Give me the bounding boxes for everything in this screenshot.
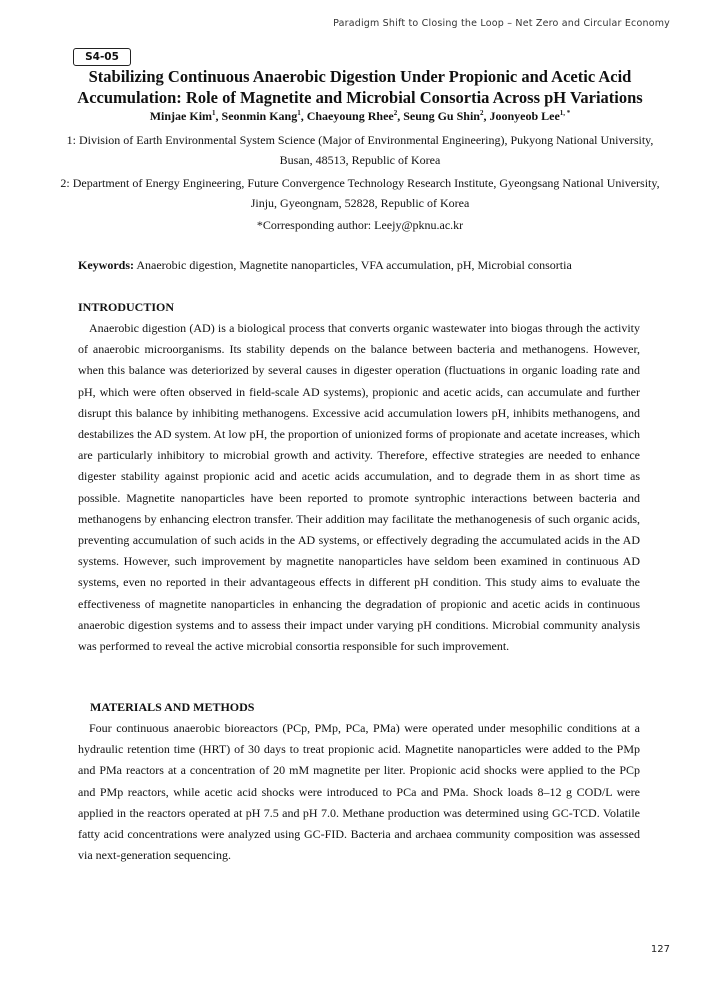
keywords-line [78,258,648,273]
session-code-badge: S4-05 [73,48,131,66]
author-name: Seonmin Kang [221,109,298,123]
page-number: 127 [650,944,670,955]
affiliation-2: 2: Department of Energy Engineering, Future Convergence Technology Research Institute, Gyeongsang National University, Jinju, Gyeongnam, 52828, Republic of Korea [60,176,660,210]
corresponding-author: *Corresponding author: Leejy@pknu.ac.kr [256,218,464,232]
author-name: Minjae Kim [149,109,213,123]
introduction-paragraph: Anaerobic digestion (AD) is a biological process that converts organic wastewater into biogas through the activity of anaerobic microorganisms. Its stability depends on the balance between bacteria and methanogens. However, when this balance was deteriorized by several causes in digester operation (fluctuations in organic loading rate and pH, which were often observed in field-scale AD systems), propionic and acetic acids, can accumulate and further disrupt this balance by inhibiting methanogens. Excessive acid accumulation lowers pH, inhibits methanogens, and destabilizes the AD system. At low pH, the proportion of unionized forms of propionate and acetate increases, which are particularly inhibitory to microbial growth and activity. Therefore, effective strategies are needed to enhance digester stability against propionic acid and acetic acids accumulation, and to degrade them in as short time as possible. Magnetite nanoparticles have been reported to promote syntrophic interactions between bacteria and methanogens by enhancing electron transfer. Their addition may facilitate the methanogenesis of such organic acids, preventing accumulation of such acids in the AD systems, or effectively degrading the accumulated acids in the AD systems. However, such improvement by magnetite nanoparticles have seldom been examined in continuous AD systems, even no reported in their advantageous effects in different pH condition. This study aims to evaluate the effectiveness of magnetite nanoparticles in enhancing the degradation of propionic and acetic acids in continuous anaerobic digestion systems and to assess their impact under varying pH conditions. Microbial community analysis was performed to reveal the active microbial consortia responsible for such improvement. [78,321,640,654]
keywords-text: Anaerobic digestion, Magnetite nanoparticles, VFA accumulation, pH, Microbial consortia [136,258,572,272]
running-header: Paradigm Shift to Closing the Loop – Net Zero and Circular Economy [333,18,670,29]
author-name: Chaeyoung Rhee [306,109,394,123]
methods-paragraph: Four continuous anaerobic bioreactors (PCp, PMp, PCa, PMa) were operated under mesophilic conditions at a hydraulic retention time (HRT) of 30 days to treat propionic acid. Magnetite nanoparticles were added to the PMp and PMa reactors at a concentration of 20 mM magnetite per liter. Propionic acid shocks were applied to the PCp and PMp reactors, while acetic acid shocks were introduced to PCa and PMa. Shock loads 8–12 g COD/L were applied in the reactors operated at pH 7.5 and pH 7.0. Methane production was determined using GC-TCD. Volatile fatty acid concentrations were analyzed using GC-FID. Bacteria and archaea community composition was assessed via next-generation sequencing. [78,721,640,863]
author-name: Seung Gu Shin [403,109,480,123]
author-list: Minjae Kim$^1$, Seonmin Kang$^1$, Chaeyoung Rhee$^2$, Seung Gu Shin$^2$, Joonyeob Lee$^{1, *}$ [149,109,571,123]
introduction-heading: INTRODUCTION [78,300,175,314]
author-affiliation-mark: 1 [297,109,301,117]
author-affiliation-mark: 2 [479,109,484,117]
author-affiliation-mark: 2 [393,109,398,117]
author-affiliation-mark: 1, * [559,109,571,117]
affiliation-1: 1: Division of Earth Environmental System Science (Major of Environmental Engineering), Pukyong National University, Busan, 48513, Republic of Korea [66,133,654,167]
keywords-label: Keywords: [78,258,134,272]
paper-title: Stabilizing Continuous Anaerobic Digestion Under Propionic and Acetic Acid Accumulation: Role of Magnetite and Microbial Consortia Across pH Variations [77,67,643,107]
author-name: Joonyeob Lee [489,109,560,123]
author-affiliation-mark: 1 [212,109,216,117]
methods-heading: MATERIALS AND METHODS [90,700,255,714]
